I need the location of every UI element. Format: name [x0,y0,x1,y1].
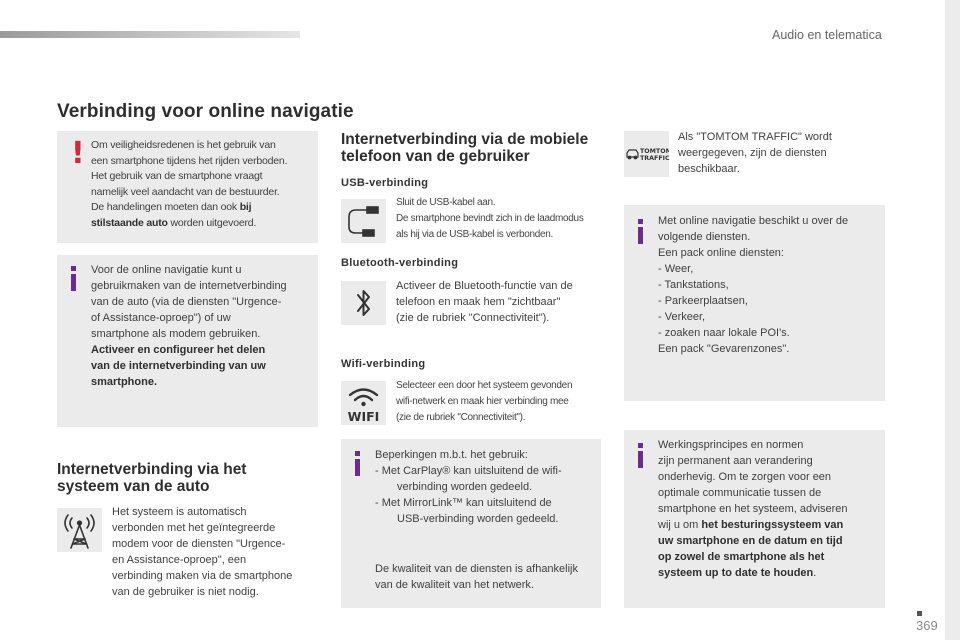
car-section-text [112,504,322,600]
usb-line: als hij via de USB-kabel is verbonden. [396,229,554,240]
warning-line: De handelingen moeten dan ook [91,201,240,213]
usb-text [396,195,611,243]
warning-line: namelijk veel aandacht van de bestuurder. [91,185,280,198]
bluetooth-icon-box [341,281,386,325]
warning-tail: worden uitgevoerd. [167,216,257,229]
info-box-left [57,255,318,427]
phone-title-line: Internetverbinding via de mobiele [341,131,589,148]
quality-line: van de kwaliteit van het netwerk. [375,579,534,591]
principles-bold: het besturingssysteem van [701,519,844,531]
warning-box [57,131,318,243]
info-line: van de auto (via de diensten "Urgence- [91,296,282,308]
wifi-icon-label: WIFI [347,409,380,424]
wifi-heading: Wifi-verbinding [341,358,426,370]
usb-heading: USB-verbinding [341,177,429,189]
warning-exclamation-icon: ! [71,136,85,171]
car-line: verbinding maken via de smartphone [112,570,293,582]
tomtom-traffic-icon [624,131,669,177]
warning-line: een smartphone tijdens het rijden verboden. [91,154,288,167]
tomtom-icon-line: TOMTOM [640,148,669,155]
info-bold-line: smartphone. [91,376,158,388]
services-item: - Weer, [658,263,694,275]
services-item: - Verkeer, [658,311,706,323]
bluetooth-line: telefoon en maak hem "zichtbaar" [396,296,561,308]
principles-line: zijn permanent aan verandering [658,455,813,467]
principles-bold: systeem up to date te houden [658,567,814,579]
car-line: verbonden met het geïntegreerde [112,522,276,534]
page-number: 369 [916,618,938,633]
page-number-dot [917,611,922,616]
principles-line: Werkingsprincipes en normen [658,439,804,451]
wifi-icon [341,381,386,425]
header-gradient-bar [0,31,300,38]
services-item: - Parkeerplaatsen, [658,295,748,307]
warning-line: Het gebruik van de smartphone vraagt [91,170,263,182]
wifi-line: (zie de rubriek "Connectiviteit"). [396,412,526,423]
car-line: van de gebruiker is niet nodig. [112,586,259,598]
limits-intro: Beperkingen m.b.t. het gebruik: [375,449,528,461]
bluetooth-line: Activeer de Bluetooth-functie van de [396,280,573,292]
car-line: Het systeem is automatisch [112,506,247,518]
usb-icon-box [341,199,386,243]
car-title-line: Internetverbinding via het [57,461,247,478]
tomtom-icon-line: TRAFFIC [640,155,669,162]
services-item: - Tankstations, [658,279,729,291]
info-icon [355,451,360,476]
limits-box [341,439,601,608]
bluetooth-heading: Bluetooth-verbinding [341,257,459,269]
antenna-icon-box [57,508,102,552]
limits-item: verbinding worden gedeeld. [397,481,533,493]
wifi-line: Selecteer een door het systeem gevonden [396,380,573,391]
principles-line: smartphone en het systeem, adviseren [658,503,848,515]
warning-text [91,138,317,231]
phone-section-title [341,131,616,165]
warning-line: Om veiligheidsredenen is het gebruik van [91,139,276,151]
usb-cable-icon [341,199,386,243]
usb-line: Sluit de USB-kabel aan. [396,197,496,208]
principles-line: onderhevig. Om te zorgen voor een [658,471,832,483]
warning-bold: stilstaande auto [91,216,168,229]
limits-text [375,447,599,527]
info-line: gebruikmaken van de internetverbinding [91,280,287,292]
usb-line: De smartphone bevindt zich in de laadmodus [396,213,584,224]
principles-line-mixed [658,517,884,533]
services-item: - zoaken naar lokale POI's. [658,327,790,339]
info-line: of Assistance-oproep") of uw [91,312,231,324]
info-icon [71,266,76,291]
info-left-text [91,262,317,390]
principles-line-mixed [658,565,884,581]
wifi-line: wifi-netwerk en maak hier verbinding mee [396,396,569,407]
services-line: Een pack online diensten: [658,247,784,259]
tomtom-line: Als "TOMTOM TRAFFIC" wordt [678,131,832,143]
car-section-title [57,461,327,495]
car-line: en Assistance-oproep", een [112,554,247,566]
wifi-icon-box [341,381,386,425]
section-title: Audio en telematica [772,28,882,42]
principles-bold-line: op zowel de smartphone als het [658,551,825,563]
principles-box [624,430,885,608]
limits-item: USB-verbinding worden gedeeld. [397,513,559,525]
principles-text [658,437,884,581]
quality-line: De kwaliteit van de diensten is afhankelijk [375,563,579,575]
warning-line-mixed [91,216,317,232]
principles-prefix: wij u om [658,519,702,531]
limits-item: - Met CarPlay® kan uitsluitend de wifi- [375,465,562,477]
tomtom-text [678,129,878,177]
bluetooth-text [396,278,611,326]
bluetooth-line: (zie de rubriek "Connectiviteit"). [396,312,550,324]
bluetooth-icon [341,281,386,325]
info-line: Voor de online navigatie kunt u [91,264,242,276]
info-icon [638,219,643,244]
page-edge-strip [945,0,960,640]
car-title-line: systeem van de auto [57,478,210,495]
page-title: Verbinding voor online navigatie [57,101,354,122]
wifi-text [396,378,611,426]
principles-bold-line: uw smartphone en de datum en tijd [658,535,843,547]
principles-line: optimale communicatie tussen de [658,487,822,499]
info-bold-line: van de internetverbinding van uw [91,360,266,372]
limits-item: - Met MirrorLink™ kan uitsluitend de [375,497,552,509]
car-line: modem voor de diensten "Urgence- [112,538,286,550]
tomtom-icon-box [624,131,669,177]
tomtom-line: beschikbaar. [678,163,740,175]
info-icon [638,443,643,468]
warning-line-mixed [91,200,317,216]
services-box [624,205,885,401]
warning-bold: bij [239,201,252,213]
tomtom-line: weergegeven, zijn de diensten [678,147,827,159]
quality-text [375,561,599,593]
services-line: Een pack "Gevarenzones". [658,343,790,355]
phone-title-line: telefoon van de gebruiker [341,148,530,165]
principles-tail: . [813,567,817,579]
services-text [658,213,883,357]
services-line: volgende diensten. [658,231,751,243]
services-line: Met online navigatie beschikt u over de [658,215,849,227]
antenna-icon [57,508,102,552]
info-line: smartphone als modem gebruiken. [91,328,261,340]
info-bold-line: Activeer en configureer het delen [91,344,266,356]
